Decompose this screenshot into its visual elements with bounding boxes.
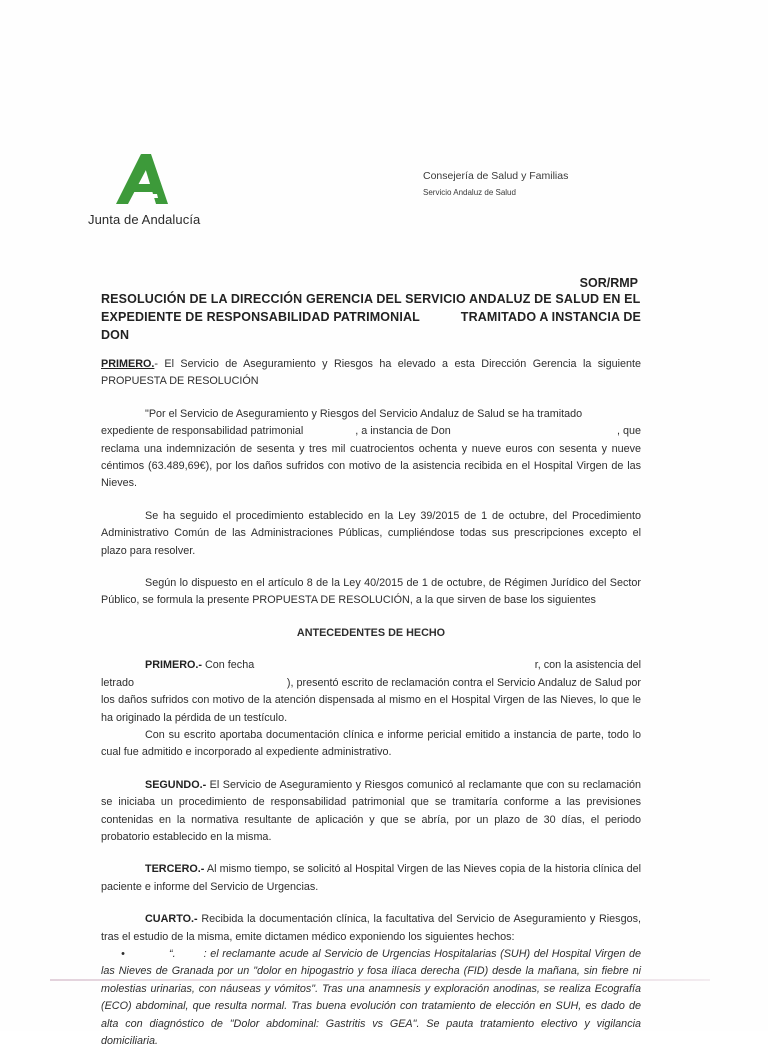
propuesta-p1b-a: expediente de responsabilidad patrimonial bbox=[101, 425, 304, 438]
document-title bbox=[101, 290, 641, 344]
primero-e: los daños sufridos con motivo de la atención dispensada al mismo en el Hospital Virgen de las Nieves, lo que le ha originado la pérdida de un testículo. bbox=[101, 694, 641, 724]
primero-intro-text: - El Servicio de Aseguramiento y Riesgos ha elevado a esta Dirección Gerencia la siguiente PROPUESTA DE RESOLUCIÓN bbox=[101, 358, 641, 388]
logo-text: Junta de Andalucía bbox=[88, 212, 201, 227]
document-reference: SOR/RMP bbox=[579, 276, 638, 290]
segundo-label: SEGUNDO.- bbox=[145, 778, 207, 791]
tercero-label: TERCERO.- bbox=[145, 863, 205, 876]
propuesta-p1c: reclama una indemnización de sesenta y tres mil cuatrocientos ochenta y nueve euros con sesenta y nueve céntimos (63.489,69€), por los daños sufridos con motivo de la asistencia recibida en el Hospital Virgen de las Nieves. bbox=[101, 442, 641, 490]
primero-f: Con su escrito aportaba documentación clínica e informe pericial emitido a instancia de parte, todo lo cual fue admitido e incorporado al expediente administrativo. bbox=[101, 728, 641, 759]
cuarto-bullet-prefix: “. bbox=[169, 947, 176, 960]
cuarto-text: Recibida la documentación clínica, la facultativa del Servicio de Aseguramiento y Riesgos, tras el estudio de la misma, emite dictamen médico exponiendo los siguientes hechos: bbox=[101, 913, 641, 943]
title-line-2 bbox=[101, 308, 641, 326]
cuarto-bullet bbox=[101, 946, 641, 1050]
primero-label: PRIMERO.- bbox=[145, 659, 202, 672]
propuesta-p1b-c: , que bbox=[616, 425, 641, 438]
title-line-2a: EXPEDIENTE DE RESPONSABILIDAD PATRIMONIAL bbox=[101, 310, 420, 324]
primero-c: letrado bbox=[101, 676, 135, 689]
junta-logo bbox=[88, 152, 218, 227]
propuesta-p1b-b: , a instancia de Don bbox=[355, 425, 451, 438]
propuesta-p1b bbox=[101, 423, 641, 440]
antecedentes-heading: ANTECEDENTES DE HECHO bbox=[296, 626, 446, 639]
title-line-2b: TRAMITADO A INSTANCIA DE bbox=[460, 310, 641, 324]
service-name: Servicio Andaluz de Salud bbox=[423, 188, 516, 197]
segundo-paragraph bbox=[101, 777, 641, 847]
title-line-1: RESOLUCIÓN DE LA DIRECCIÓN GERENCIA DEL SERVICIO ANDALUZ DE SALUD EN EL bbox=[101, 292, 641, 306]
propuesta-p1a: "Por el Servicio de Aseguramiento y Riesgos del Servicio Andaluz de Salud se ha tramitado bbox=[145, 407, 583, 420]
department-name: Consejería de Salud y Familias bbox=[423, 170, 569, 182]
junta-a-icon bbox=[114, 152, 168, 206]
propuesta-p3: Según lo dispuesto en el artículo 8 de la Ley 40/2015 de 1 de octubre, de Régimen Jurídico del Sector Público, se formula la presente PROPUESTA DE RESOLUCIÓN, a la que sirven de base los siguientes bbox=[101, 577, 641, 607]
bottom-edge-line bbox=[50, 979, 710, 981]
primero-a: Con fecha bbox=[204, 659, 255, 672]
cuarto-bullet-body: : el reclamante acude al Servicio de Urgencias Hospitalarias (SUH) del Hospital Virgen de las Nieves de Granada por un "dolor en hipogastrio y fosa ilíaca derecha (FID) desde la mañana, sin fiebre ni molestias urinarias, con náuseas y vómitos". Tras una anamnesis y exploración anodinas, se realiza Ecografía (ECO) abdominal, que resulta normal. Tras buena evolución con tratamiento de elección en SUH, es dado de alta con diagnóstico de "Dolor abdominal: Gastritis vs GEA". Se pauta tratamiento electivo y vigilancia domiciliaria. bbox=[101, 947, 641, 1047]
primero-intro-label: PRIMERO. bbox=[101, 358, 155, 370]
primero-line2 bbox=[101, 675, 641, 692]
bullet-dot-icon: • bbox=[121, 947, 125, 960]
primero-intro bbox=[101, 356, 641, 391]
department-block bbox=[423, 170, 568, 197]
cuarto-label: CUARTO.- bbox=[145, 913, 198, 926]
segundo-text: El Servicio de Aseguramiento y Riesgos comunicó al reclamante que con su reclamación se iniciaba un procedimiento de responsabilidad patrimonial que se tramitaría conforme a las previsiones contenidas en la normativa resultante de aplicación y que se abría, por un plazo de 30 días, el periodo probatorio establecido en la misma. bbox=[101, 778, 641, 843]
primero-line1 bbox=[101, 657, 641, 674]
document-body bbox=[101, 356, 641, 1050]
primero-d: ), presentó escrito de reclamación contra el Servicio Andaluz de Salud por bbox=[286, 676, 641, 689]
primero-b: r, con la asistencia del bbox=[534, 659, 641, 672]
tercero-paragraph bbox=[101, 861, 641, 896]
propuesta-p2: Se ha seguido el procedimiento establecido en la Ley 39/2015 de 1 de octubre, del Procedimiento Administrativo Común de las Administraciones Públicas, cumpliéndose todas sus prescripciones excepto el plazo para resolver. bbox=[101, 509, 641, 557]
cuarto-bullet-text bbox=[101, 946, 641, 1050]
tercero-text: Al mismo tiempo, se solicitó al Hospital Virgen de las Nieves copia de la historia clínica del paciente e informe del Servicio de Urgencias. bbox=[101, 863, 641, 893]
title-line-3: DON bbox=[101, 328, 130, 342]
cuarto-paragraph bbox=[101, 911, 641, 946]
